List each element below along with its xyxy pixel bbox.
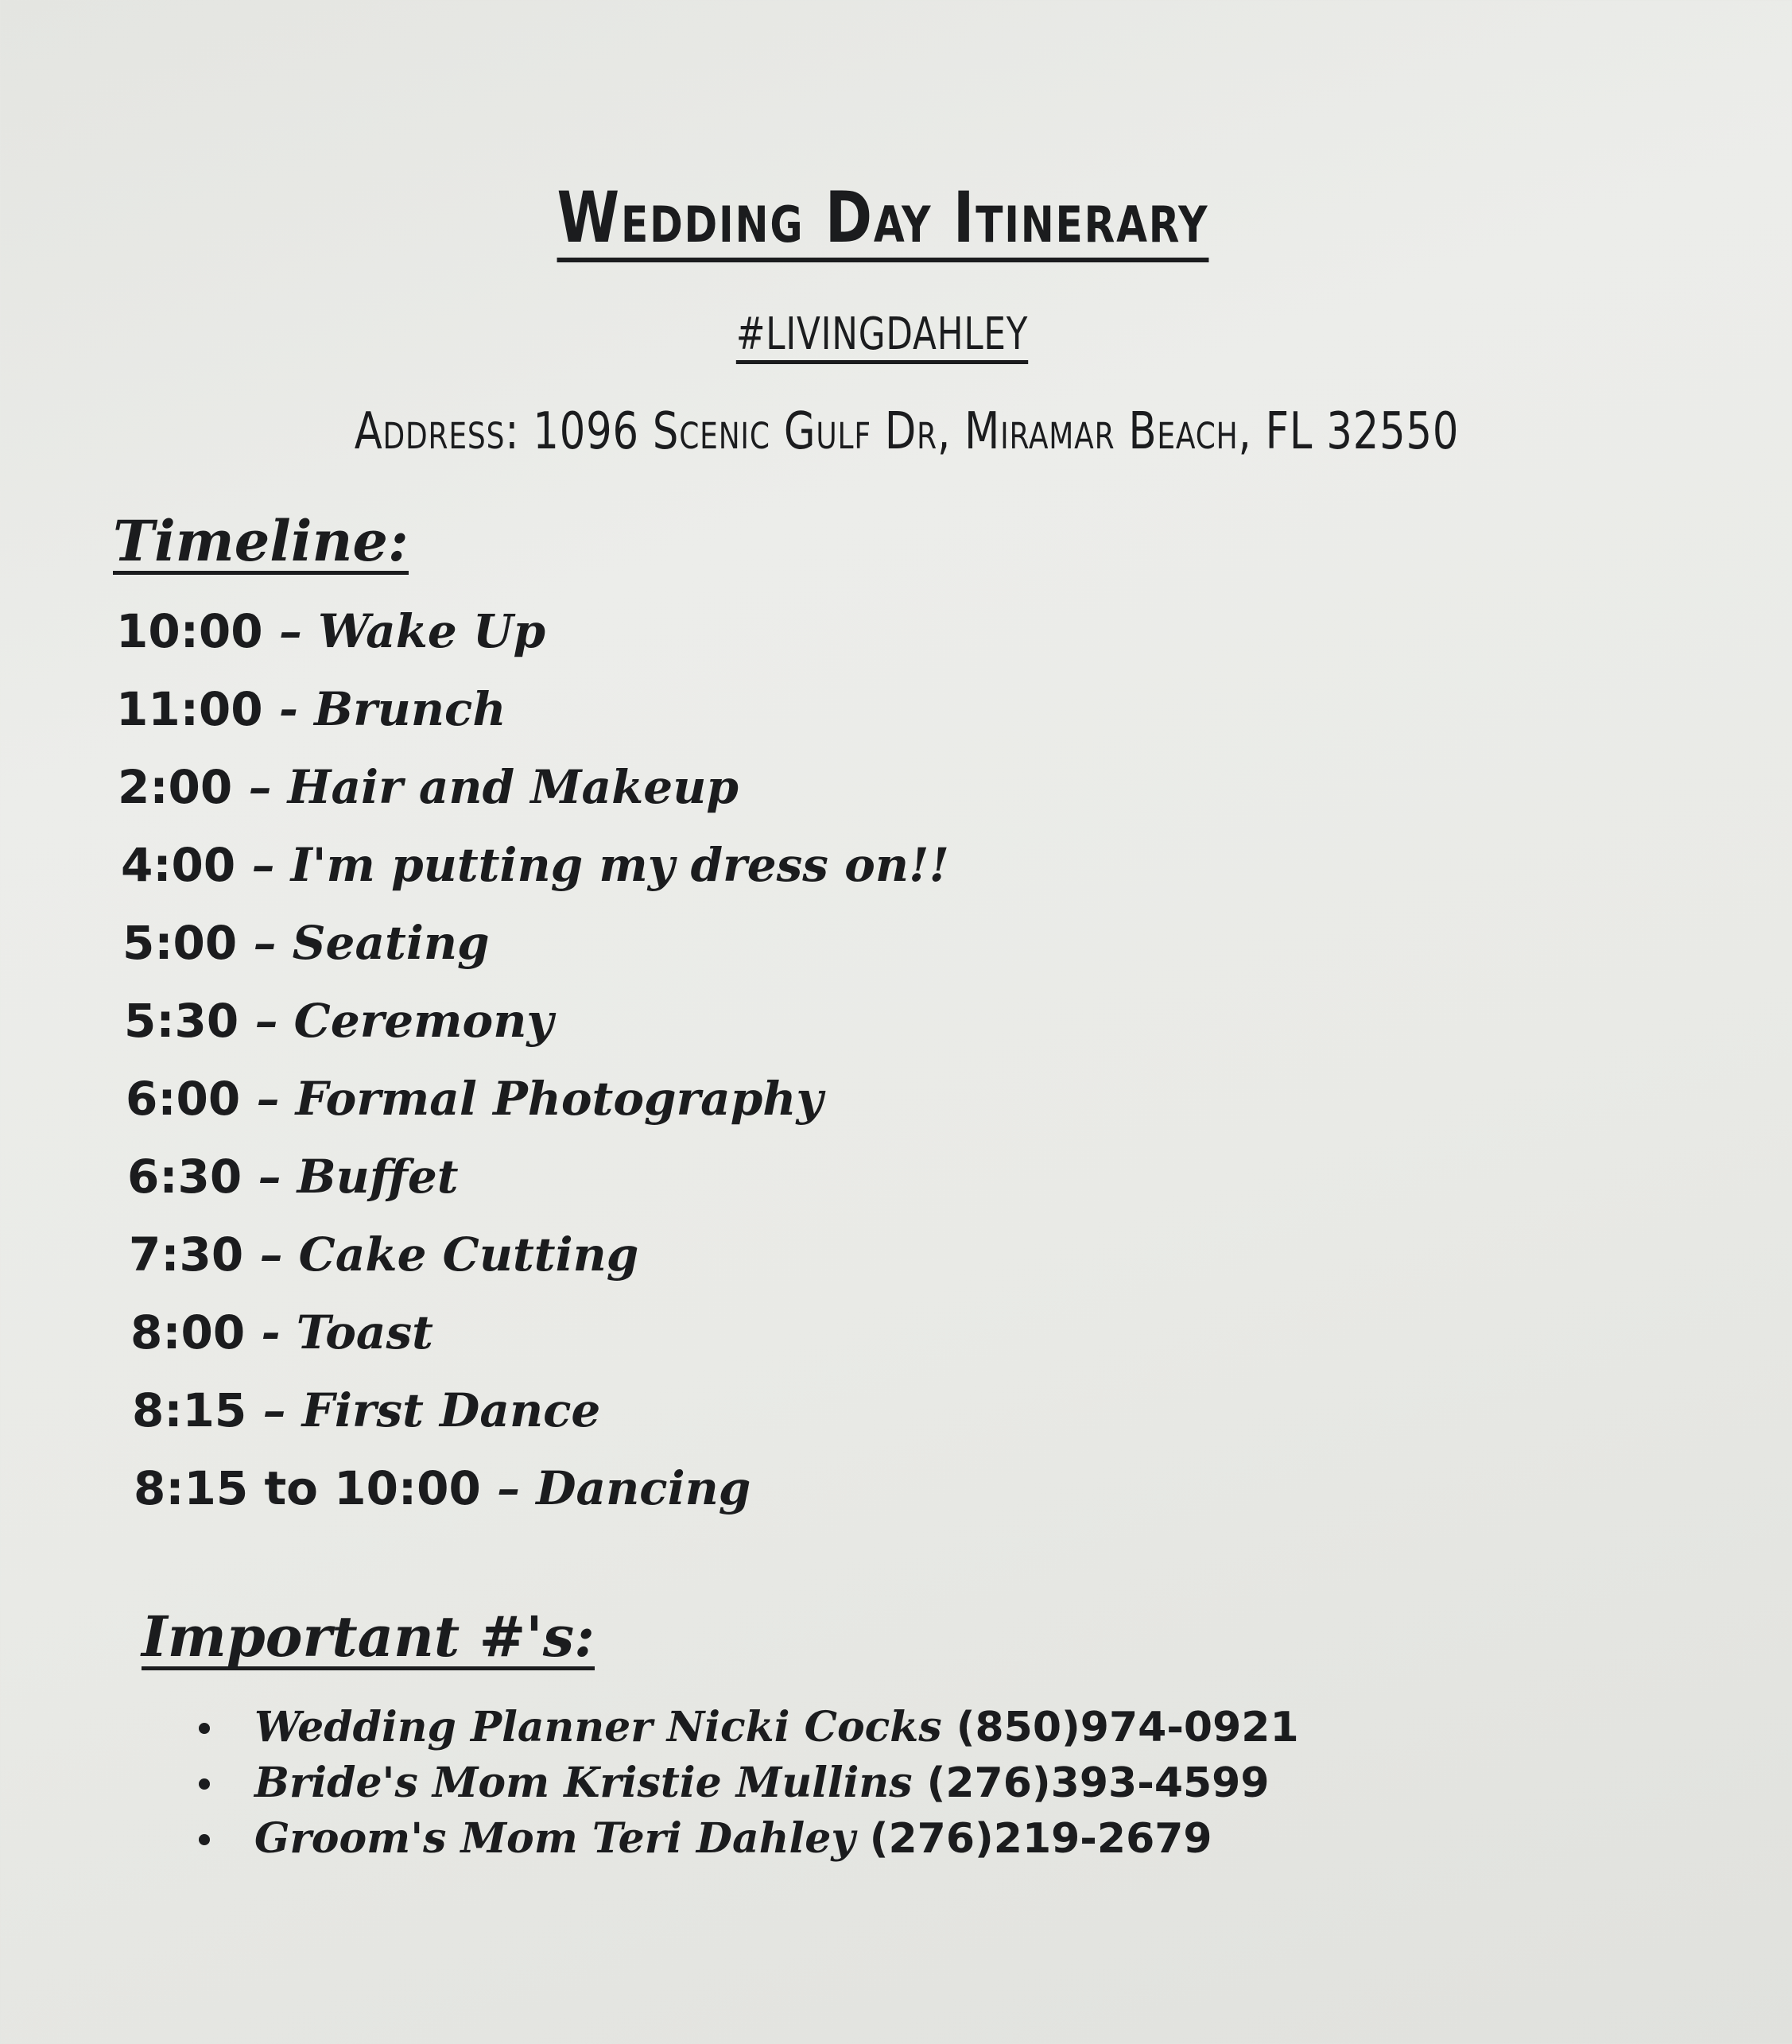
entry-event: Dancing [536, 1461, 751, 1515]
contacts-list [199, 1700, 1299, 1867]
entry-time: 8:15 [132, 1383, 247, 1437]
entry-time: 5:30 [124, 994, 239, 1048]
timeline-entry [132, 1383, 600, 1439]
entry-event: Brunch [314, 682, 506, 736]
entry-time: 6:00 [126, 1072, 241, 1126]
contact-item [199, 1700, 1299, 1755]
timeline-entry [122, 916, 490, 972]
entry-separator: – [243, 1228, 299, 1282]
hashtag-row [0, 308, 1765, 364]
important-numbers-heading: Important #'s: [142, 1604, 595, 1670]
entry-time: 7:30 [129, 1228, 244, 1282]
entry-time: 8:15 to 10:00 [134, 1461, 481, 1515]
entry-event: Ceremony [293, 994, 554, 1048]
entry-event: Buffet [297, 1150, 459, 1204]
contact-item [199, 1755, 1299, 1811]
entry-time: 4:00 [121, 838, 236, 892]
entry-event: I'm putting my dress on!! [290, 838, 949, 892]
entry-separator: – [240, 1072, 296, 1126]
entry-time: 6:30 [127, 1150, 242, 1204]
contact-label: Wedding Planner Nicki Cocks [254, 1703, 956, 1751]
timeline-entry [116, 682, 506, 738]
entry-event: First Dance [301, 1383, 601, 1437]
entry-event: Toast [296, 1305, 433, 1359]
entry-separator: – [237, 916, 293, 970]
entry-separator: – [242, 1150, 297, 1204]
contact-label: Groom's Mom Teri Dahley [254, 1814, 870, 1863]
contact-label: Bride's Mom Kristie Mullins [254, 1759, 927, 1807]
entry-separator: – [480, 1461, 537, 1515]
entry-separator: – [246, 1383, 302, 1437]
contact-phone: (276)393-4599 [926, 1759, 1270, 1807]
entry-time: 8:00 [130, 1305, 246, 1359]
contact-phone: (850)974-0921 [956, 1704, 1299, 1751]
entry-time: 5:00 [122, 916, 238, 970]
timeline-heading: Timeline: [113, 508, 409, 574]
entry-separator: - [245, 1305, 297, 1359]
entry-separator: – [232, 760, 288, 814]
timeline-entry [116, 604, 545, 660]
address: Address: 1096 Scenic Gulf Dr, Miramar Beach, FL 32550 [354, 402, 1459, 461]
entry-event: Wake Up [318, 604, 546, 658]
timeline-entry [134, 1461, 751, 1517]
entry-event: Cake Cutting [298, 1228, 639, 1282]
entry-separator: – [239, 994, 294, 1048]
title-row [0, 176, 1765, 262]
address-row [0, 404, 1792, 460]
timeline-entry [126, 1072, 823, 1127]
contact-phone: (276)219-2679 [869, 1815, 1212, 1863]
entry-event: Seating [292, 916, 490, 970]
timeline-entry [121, 838, 949, 894]
hashtag: #LIVINGDAHLEY [736, 312, 1028, 364]
contact-item [199, 1811, 1299, 1867]
entry-time: 11:00 [116, 682, 263, 736]
entry-event: Hair and Makeup [287, 760, 739, 814]
entry-event: Formal Photography [295, 1072, 824, 1126]
bullet-icon [199, 1723, 210, 1734]
entry-time: 10:00 [116, 604, 263, 658]
entry-separator: – [235, 838, 291, 892]
bullet-icon [199, 1778, 210, 1790]
entry-separator: - [262, 682, 315, 736]
entry-separator: – [262, 604, 319, 658]
page-title: Wedding Day Itinerary [557, 181, 1208, 262]
timeline-entry [127, 1150, 459, 1205]
timeline-entry [124, 994, 553, 1049]
timeline-entry [118, 760, 739, 816]
timeline-entry [129, 1228, 638, 1283]
entry-time: 2:00 [118, 760, 233, 814]
bullet-icon [199, 1834, 210, 1845]
timeline-entry [130, 1305, 433, 1361]
